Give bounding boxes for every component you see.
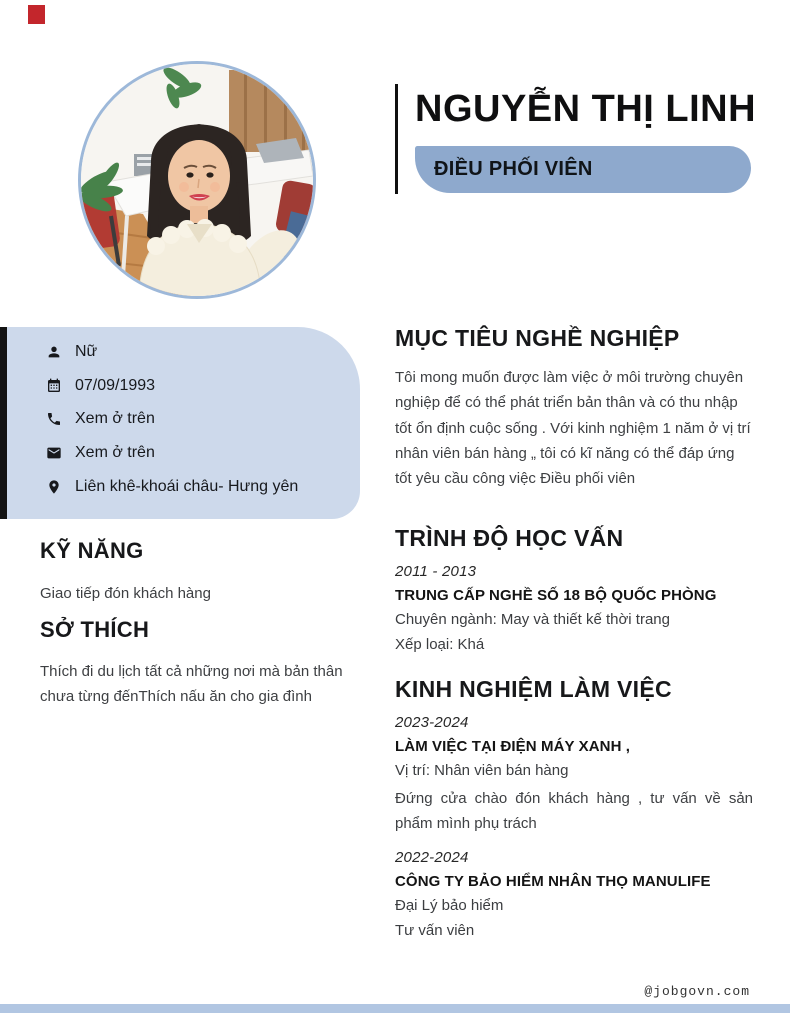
- contact-item-address: [46, 470, 346, 504]
- objective-text: Tôi mong muốn được làm việc ở môi trường chuyên nghiệp để có thể phát triển bản thân và có thu nhập tốt ổn định cuộc sống . Với kinh nghiệm 1 năm ở vị trí nhân viên bán hàng „ tôi có kĩ năng có thể đáp ứng tốt yêu cầu công việc Điều phối viên: [395, 369, 751, 488]
- watermark: @jobgovn.com: [644, 984, 750, 999]
- experience-detail: Đại Lý bảo hiểm: [395, 897, 504, 914]
- contact-item-birthdate: [46, 369, 346, 403]
- contact-value: Xem ở trên: [75, 444, 155, 462]
- education-detail: Xếp loại: Khá: [395, 636, 485, 653]
- name-accent-bar: [395, 84, 398, 194]
- contact-item-email: [46, 436, 346, 470]
- panel-left-bar: [0, 327, 7, 519]
- candidate-name: NGUYỄN THỊ LINH: [415, 88, 757, 130]
- person-icon: [46, 344, 62, 360]
- contact-list: [46, 335, 346, 504]
- contact-value: Liên khê-khoái châu- Hưng yên: [75, 478, 299, 496]
- email-icon: [46, 445, 62, 461]
- skills-heading: KỸ NĂNG: [40, 538, 144, 563]
- job-title: ĐIỀU PHỐI VIÊN: [434, 158, 593, 180]
- contact-item-gender: [46, 335, 346, 369]
- profile-photo: [78, 61, 316, 299]
- experience-detail: Vị trí: Nhân viên bán hàng: [395, 762, 569, 779]
- phone-icon: [46, 411, 62, 427]
- experience-detail: Đứng cửa chào đón khách hàng , tư vấn về sản phẩm mình phụ trách: [395, 790, 753, 833]
- hobbies-text: Thích đi du lịch tất cả những nơi mà bản thân chưa từng đếnThích nấu ăn cho gia đình: [40, 663, 343, 706]
- contact-item-phone: [46, 403, 346, 437]
- education-detail: Chuyên ngành: May và thiết kế thời trang: [395, 611, 670, 628]
- hobbies-heading: SỞ THÍCH: [40, 617, 150, 642]
- profile-photo-illustration: [81, 64, 313, 296]
- education-period: 2011 - 2013: [395, 563, 477, 580]
- experience-heading: KINH NGHIỆM LÀM VIỆC: [395, 676, 672, 702]
- experience-period: 2022-2024: [395, 849, 469, 866]
- skills-text: Giao tiếp đón khách hàng: [40, 585, 211, 602]
- experience-company: LÀM VIỆC TẠI ĐIỆN MÁY XANH ,: [395, 738, 631, 755]
- location-icon: [46, 479, 62, 495]
- education-heading: TRÌNH ĐỘ HỌC VẤN: [395, 525, 624, 551]
- education-school: TRUNG CẤP NGHỀ SỐ 18 BỘ QUỐC PHÒNG: [395, 587, 717, 604]
- experience-detail: Tư vấn viên: [395, 922, 475, 939]
- calendar-icon: [46, 378, 62, 394]
- contact-value: Xem ở trên: [75, 410, 155, 428]
- experience-period: 2023-2024: [395, 714, 469, 731]
- contact-value: 07/09/1993: [75, 376, 156, 394]
- red-corner-mark: [28, 5, 45, 24]
- objective-heading: MỤC TIÊU NGHỀ NGHIỆP: [395, 325, 680, 351]
- experience-company: CÔNG TY BẢO HIỂM NHÂN THỌ MANULIFE: [395, 873, 711, 890]
- contact-value: Nữ: [75, 342, 98, 360]
- job-title-banner: [415, 146, 751, 193]
- footer-bar: [0, 1004, 790, 1013]
